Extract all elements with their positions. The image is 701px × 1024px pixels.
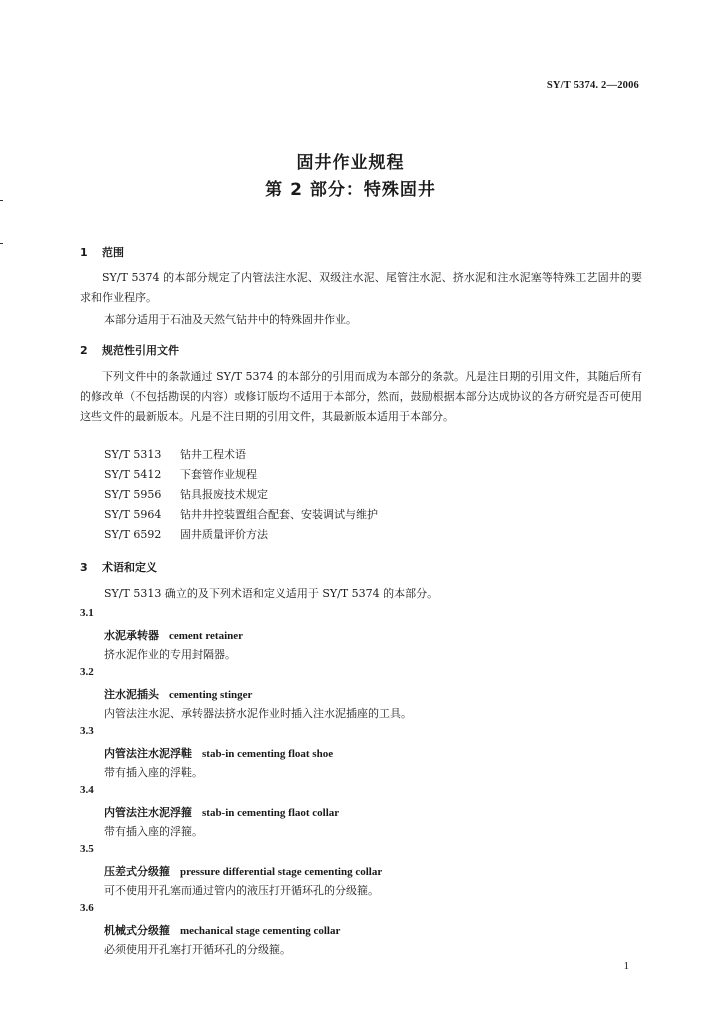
scan-edge-mark bbox=[0, 200, 3, 201]
section-heading-terms-definitions bbox=[80, 559, 157, 575]
section-number: 1 bbox=[80, 246, 88, 259]
term-entry bbox=[104, 863, 382, 879]
term-entry bbox=[104, 922, 340, 938]
term-number: 3.5 bbox=[80, 843, 94, 855]
term-en: stab-in cementing float shoe bbox=[202, 748, 334, 760]
reference-name: 钻井井控装置组合配套、安装调试与维护 bbox=[180, 508, 378, 521]
reference-name: 钻具报废技术规定 bbox=[180, 488, 268, 501]
scope-paragraph: SY/T 5374 的本部分规定了内管法注水泥、双级注水泥、尾管注水泥、挤水泥和注水泥塞等特殊工艺固井的要求和作业程序。 bbox=[80, 271, 642, 304]
terms-intro: SY/T 5313 确立的及下列术语和定义适用于 SY/T 5374 的本部分。 bbox=[104, 587, 439, 600]
term-number: 3.3 bbox=[80, 725, 94, 737]
term-definition: 带有插入座的浮箍。 bbox=[104, 825, 203, 838]
term-zh: 内管法注水泥浮鞋 bbox=[104, 747, 192, 760]
section-title: 范围 bbox=[102, 246, 124, 259]
section-number: 3 bbox=[80, 561, 88, 574]
term-number: 3.4 bbox=[80, 784, 94, 796]
term-zh: 内管法注水泥浮箍 bbox=[104, 806, 192, 819]
section-title: 术语和定义 bbox=[102, 561, 157, 574]
term-en: cement retainer bbox=[169, 630, 244, 642]
reference-item bbox=[104, 526, 268, 542]
term-entry bbox=[104, 627, 243, 643]
document-code-header: SY/T 5374. 2—2006 bbox=[546, 80, 639, 91]
document-subtitle: 第 2 部分：特殊固井 bbox=[265, 180, 436, 200]
reference-item bbox=[104, 446, 246, 462]
term-zh: 注水泥插头 bbox=[104, 688, 159, 701]
term-entry bbox=[104, 745, 333, 761]
term-entry bbox=[104, 686, 252, 702]
reference-code: SY/T 5964 bbox=[104, 508, 162, 521]
references-paragraph: 下列文件中的条款通过 SY/T 5374 的本部分的引用而成为本部分的条款。凡是注日期的引用文件，其随后所有的修改单（不包括勘误的内容）或修订版均不适用于本部分，然而，鼓励根据本部分达成协议的各方研究是否可使用这些文件的最新版本。凡是不注日期的引用文件，其最新版本适用于本部分。 bbox=[80, 370, 642, 423]
term-number: 3.6 bbox=[80, 902, 94, 914]
reference-name: 固井质量评价方法 bbox=[180, 528, 268, 541]
term-definition: 必须使用开孔塞打开循环孔的分级箍。 bbox=[104, 943, 291, 956]
reference-item bbox=[104, 506, 378, 522]
term-zh: 水泥承转器 bbox=[104, 629, 159, 642]
term-en: mechanical stage cementing collar bbox=[180, 925, 341, 937]
term-definition: 可不使用开孔塞而通过管内的液压打开循环孔的分级箍。 bbox=[104, 884, 379, 897]
term-number: 3.2 bbox=[80, 666, 94, 678]
page-number: 1 bbox=[623, 960, 629, 972]
scope-applicability: 本部分适用于石油及天然气钻井中的特殊固井作业。 bbox=[104, 313, 357, 326]
reference-code: SY/T 5412 bbox=[104, 468, 162, 481]
term-en: pressure differential stage cementing collar bbox=[180, 866, 383, 878]
reference-name: 钻井工程术语 bbox=[180, 448, 246, 461]
reference-item bbox=[104, 486, 268, 502]
term-number: 3.1 bbox=[80, 607, 94, 619]
reference-item bbox=[104, 466, 257, 482]
term-zh: 机械式分级箍 bbox=[104, 924, 170, 937]
term-definition: 挤水泥作业的专用封隔器。 bbox=[104, 648, 236, 661]
term-en: cementing stinger bbox=[169, 689, 253, 701]
reference-code: SY/T 5956 bbox=[104, 488, 162, 501]
term-definition: 带有插入座的浮鞋。 bbox=[104, 766, 203, 779]
reference-code: SY/T 5313 bbox=[104, 448, 162, 461]
reference-code: SY/T 6592 bbox=[104, 528, 162, 541]
section-heading-scope bbox=[80, 244, 124, 260]
term-en: stab-in cementing flaot collar bbox=[202, 807, 340, 819]
document-title: 固井作业规程 bbox=[296, 153, 405, 173]
term-zh: 压差式分级箍 bbox=[104, 865, 170, 878]
section-number: 2 bbox=[80, 344, 88, 357]
scan-edge-mark bbox=[0, 243, 3, 244]
reference-name: 下套管作业规程 bbox=[180, 468, 257, 481]
term-definition: 内管法注水泥、承转器法挤水泥作业时插入注水泥插座的工具。 bbox=[104, 707, 412, 720]
section-title: 规范性引用文件 bbox=[102, 344, 179, 357]
section-heading-normative-references bbox=[80, 342, 179, 358]
term-entry bbox=[104, 804, 339, 820]
